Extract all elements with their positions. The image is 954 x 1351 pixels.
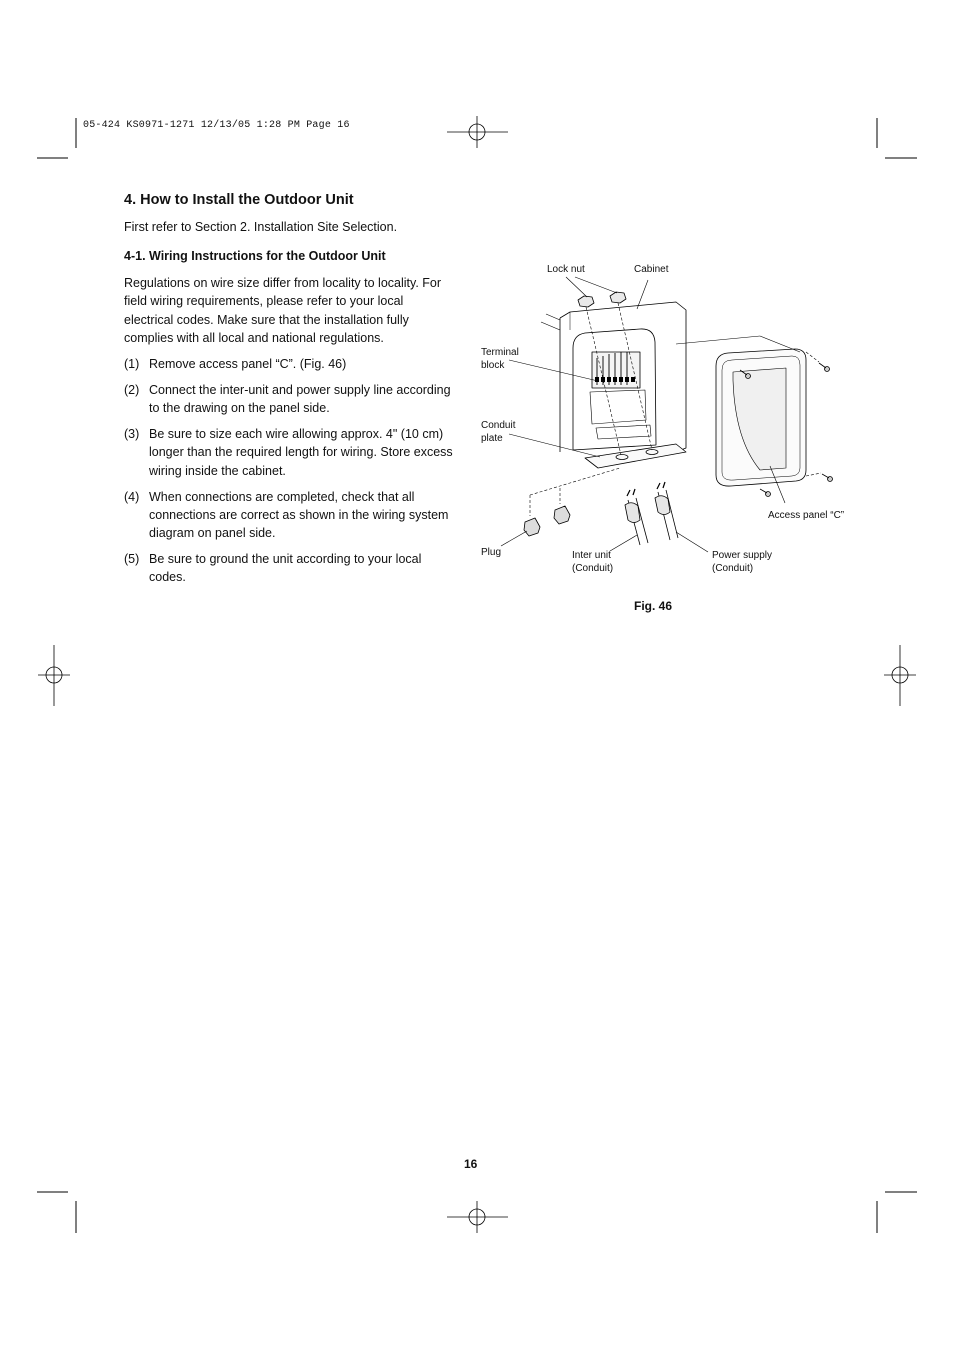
regulations-paragraph: Regulations on wire size differ from locality to locality. For field wiring requirements, please refer to your local electrical codes. Make sure that the installation fully complies with all local and national regulations. <box>124 276 442 346</box>
label-conduit-plate: Conduit plate <box>481 420 516 444</box>
section-title: 4. How to Install the Outdoor Unit <box>124 192 354 208</box>
step-item: (1) Remove access panel “C”. (Fig. 46) <box>124 357 347 371</box>
print-slug-line: 05-424 KS0971-1271 12/13/05 1:28 PM Page 16 <box>83 120 350 131</box>
label-terminal-block: Terminal block <box>481 347 519 371</box>
label-cabinet: Cabinet <box>634 264 669 275</box>
subsection-title: 4-1. Wiring Instructions for the Outdoor Unit <box>124 249 386 263</box>
page-number: 16 <box>464 1157 478 1171</box>
label-access-panel: Access panel “C” <box>768 510 845 521</box>
section-intro: First refer to Section 2. Installation Site Selection. <box>124 220 398 234</box>
figure-caption: Fig. 46 <box>634 599 673 613</box>
step-item: (4) When connections are completed, check that all connections are correct as shown in the wiring system diagram on panel side. <box>124 489 449 541</box>
label-plug: Plug <box>481 547 502 558</box>
step-item: (2) Connect the inter-unit and power supply line according to the drawing on the panel side. <box>124 383 451 416</box>
label-inter-unit: Inter unit (Conduit) <box>572 550 614 574</box>
step-item: (5) Be sure to ground the unit according to your local codes. <box>124 552 422 585</box>
label-lock-nut: Lock nut <box>547 264 585 275</box>
step-item: (3) Be sure to size each wire allowing approx. 4" (10 cm) longer than the required length for wiring. Store excess wiring inside the cabinet. <box>124 427 453 478</box>
label-power-supply: Power supply (Conduit) <box>712 550 773 574</box>
